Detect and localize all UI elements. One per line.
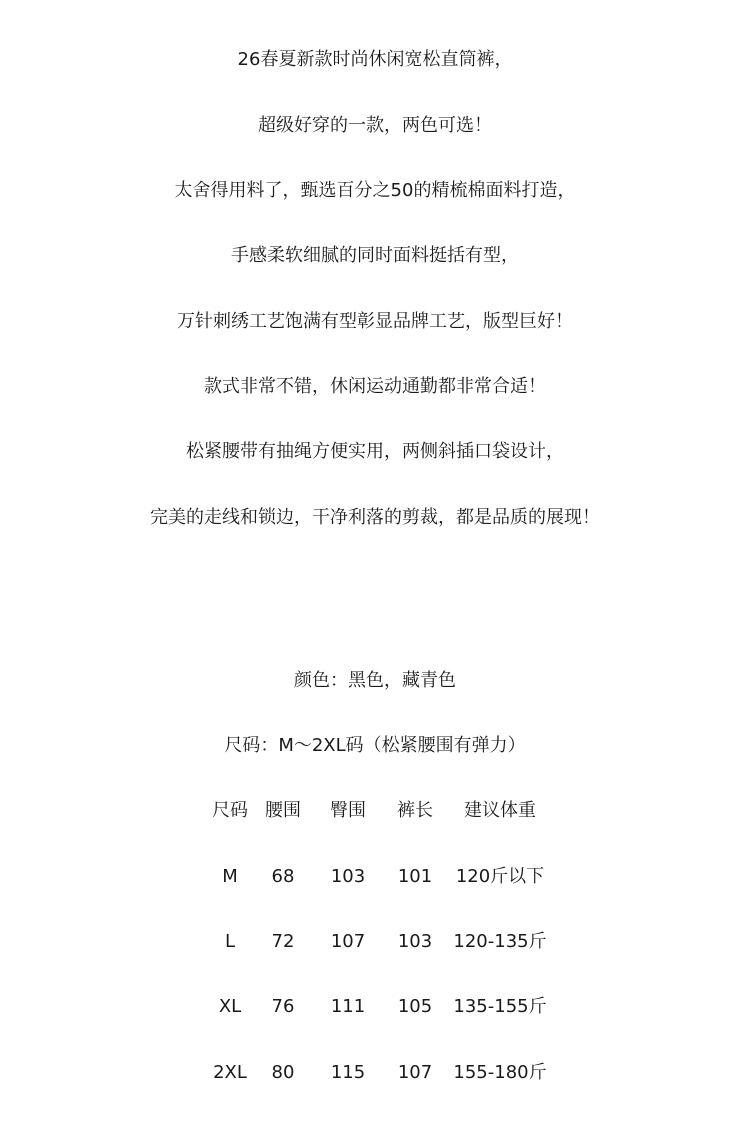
- cell-waist: 76: [271, 996, 295, 1017]
- header-size: 尺码: [212, 800, 248, 821]
- cell-waist: 72: [271, 931, 295, 952]
- cell-size: L: [224, 931, 236, 952]
- description-line: 太舍得用料了，甄选百分之50的精梳棉面料打造，: [174, 180, 576, 201]
- cell-length: 105: [397, 996, 433, 1017]
- description-line: 超级好穿的一款，两色可选！: [258, 115, 492, 136]
- size-table-header: [0, 799, 750, 823]
- cell-weight: 120斤以下: [455, 866, 545, 887]
- color-options: 颜色：黑色，藏青色: [294, 670, 456, 691]
- cell-hip: 115: [330, 1062, 366, 1083]
- header-hip: 臀围: [330, 800, 366, 821]
- cell-weight: 155-180斤: [453, 1062, 547, 1083]
- description-line: 完美的走线和锁边，干净利落的剪裁，都是品质的展现！: [150, 507, 600, 528]
- cell-length: 107: [397, 1062, 433, 1083]
- table-row: [0, 995, 750, 1019]
- description-line: 款式非常不错，休闲运动通勤都非常合适！: [204, 376, 546, 397]
- header-length: 裤长: [397, 800, 433, 821]
- size-range: 尺码：M～2XL码（松紧腰围有弹力）: [224, 735, 526, 756]
- cell-waist: 80: [271, 1062, 295, 1083]
- cell-hip: 107: [330, 931, 366, 952]
- cell-length: 101: [397, 866, 433, 887]
- cell-size: 2XL: [213, 1062, 247, 1083]
- cell-weight: 135-155斤: [453, 996, 547, 1017]
- header-weight: 建议体重: [464, 800, 536, 821]
- description-line: 手感柔软细腻的同时面料挺括有型，: [231, 245, 519, 266]
- description-line: 松紧腰带有抽绳方便实用，两侧斜插口袋设计，: [186, 441, 564, 462]
- cell-size: M: [222, 866, 238, 887]
- description-line: 万针刺绣工艺饱满有型彰显品牌工艺，版型巨好！: [177, 311, 573, 332]
- cell-hip: 103: [330, 866, 366, 887]
- cell-size: XL: [218, 996, 242, 1017]
- header-waist: 腰围: [265, 800, 301, 821]
- cell-length: 103: [397, 931, 433, 952]
- cell-weight: 120-135斤: [453, 931, 547, 952]
- description-line: 26春夏新款时尚休闲宽松直筒裤，: [237, 49, 513, 70]
- table-row: [0, 930, 750, 954]
- cell-hip: 111: [330, 996, 366, 1017]
- table-row: [0, 1061, 750, 1085]
- cell-waist: 68: [271, 866, 295, 887]
- table-row: [0, 865, 750, 889]
